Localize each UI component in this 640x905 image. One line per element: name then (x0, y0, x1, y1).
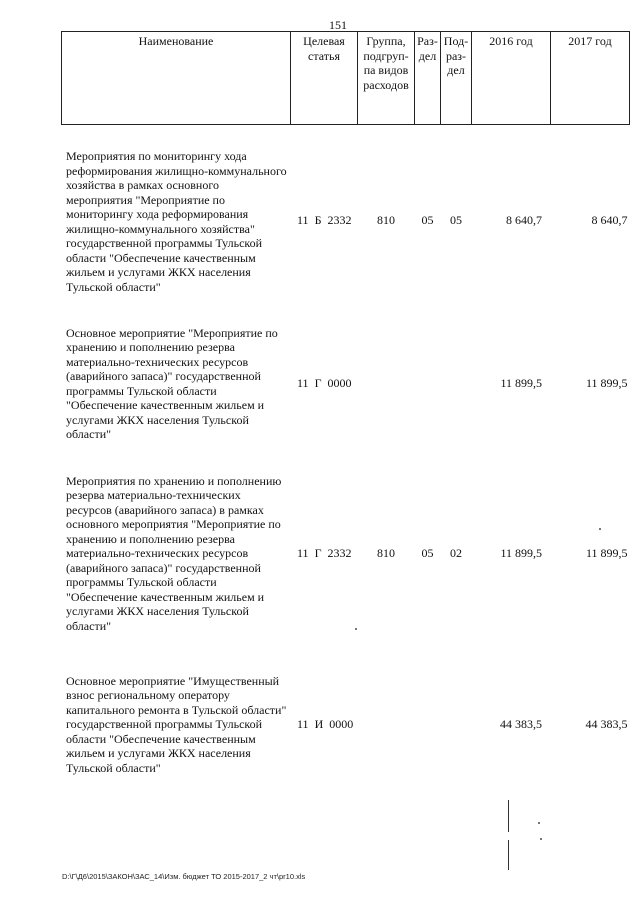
row-amount-2017: 8 640,7 (591, 212, 628, 227)
scan-artifact-dot (355, 628, 357, 630)
row-name: Мероприятия по мониторингу хода реформирования жилищно-коммунального хозяйства в рамках основного мероприятия "Мероприятие по мониторингу хода реформирования жилищно-коммунального хозяйства" государственной программы Тульской области "Обеспечение качественным жильем и услугами ЖКХ населения Тульской области" (66, 149, 287, 294)
row-group (358, 315, 415, 453)
row-section: 05 (421, 546, 434, 561)
header-2017: 2017 год (551, 32, 630, 125)
row-section (415, 655, 441, 795)
table-row (62, 125, 630, 315)
target-program: 11 (297, 376, 309, 391)
row-subsection: 02 (450, 546, 462, 561)
row-target-code (291, 655, 358, 795)
row-target-code (291, 315, 358, 453)
budget-table (61, 31, 630, 795)
table-header (62, 32, 630, 125)
table-row (62, 655, 630, 795)
header-name: Наименование (62, 32, 291, 125)
row-amount-2016: 11 899,5 (500, 546, 542, 561)
target-code: 0000 (329, 717, 354, 732)
row-amount-2017: 11 899,5 (585, 546, 628, 561)
row-group: 810 (377, 546, 395, 561)
row-name: Основное мероприятие "Мероприятие по хранению и пополнению резерва материально-технических ресурсов (аварийного запаса)" государственной программы Тульской области "Обеспечение качественным жильем и услугами ЖКХ населения Тульской области" (66, 325, 278, 441)
row-subsection (441, 655, 472, 795)
row-amount-2016: 8 640,7 (506, 212, 542, 227)
row-amount-2016: 44 383,5 (500, 717, 542, 732)
header-subsection: Под-раз-дел (441, 32, 472, 125)
target-program: 11 (297, 717, 309, 732)
header-group: Группа, подгруп-па видов расходов (358, 32, 415, 125)
table-row (62, 315, 630, 453)
row-subsection: 05 (450, 212, 462, 227)
scan-artifact-dot (599, 528, 601, 530)
row-amount-2016: 11 899,5 (500, 376, 542, 391)
target-subprogram: И (314, 717, 324, 732)
table-body (62, 125, 630, 795)
target-subprogram: Г (314, 376, 322, 391)
target-code: 2332 (327, 212, 352, 227)
row-amount-2017: 44 383,5 (585, 717, 628, 732)
header-target: Целевая статья (291, 32, 358, 125)
row-group (358, 655, 415, 795)
row-subsection (441, 315, 472, 453)
row-name: Основное мероприятие "Имущественный взнос региональному оператору капитального ремонта в Тульской области" государственной программы Тульской области "Обеспечение качественным жильем и услугами ЖКХ населения Тульской области" (66, 673, 287, 775)
row-amount-2017: 11 899,5 (585, 376, 628, 391)
header-section: Раз-дел (415, 32, 441, 125)
target-program: 11 (297, 546, 309, 561)
target-code: 2332 (327, 546, 352, 561)
row-target-code (291, 125, 358, 315)
row-group: 810 (377, 212, 395, 227)
target-program: 11 (297, 212, 309, 227)
row-target-code (291, 453, 358, 655)
target-subprogram: Б (314, 212, 322, 227)
file-path-footer: D:\Г\Д6\2015\ЗАКОН\ЗАС_14\Изм. бюджет ТО 2015-2017_2 чт\pr10.xls (62, 872, 306, 881)
header-2016: 2016 год (472, 32, 551, 125)
page-number: 151 (329, 18, 347, 32)
row-section: 05 (421, 212, 434, 227)
table-row (62, 453, 630, 655)
scan-artifact-dot (538, 822, 540, 824)
target-code: 0000 (327, 376, 352, 391)
scan-artifact-line (508, 800, 509, 832)
row-section (415, 315, 441, 453)
row-name: Мероприятия по хранению и пополнению резерва материально-технических ресурсов (аварийного запаса) в рамках основного мероприятия "Мероприятие по хранению и пополнению резерва материально-технических ресурсов (аварийного запаса)" государственной программы Тульской области "Обеспечение качественным жильем и услугами ЖКХ населения Тульской области" (66, 473, 282, 633)
target-subprogram: Г (314, 546, 322, 561)
scan-artifact-dot (540, 838, 542, 840)
scan-artifact-line (508, 840, 509, 870)
